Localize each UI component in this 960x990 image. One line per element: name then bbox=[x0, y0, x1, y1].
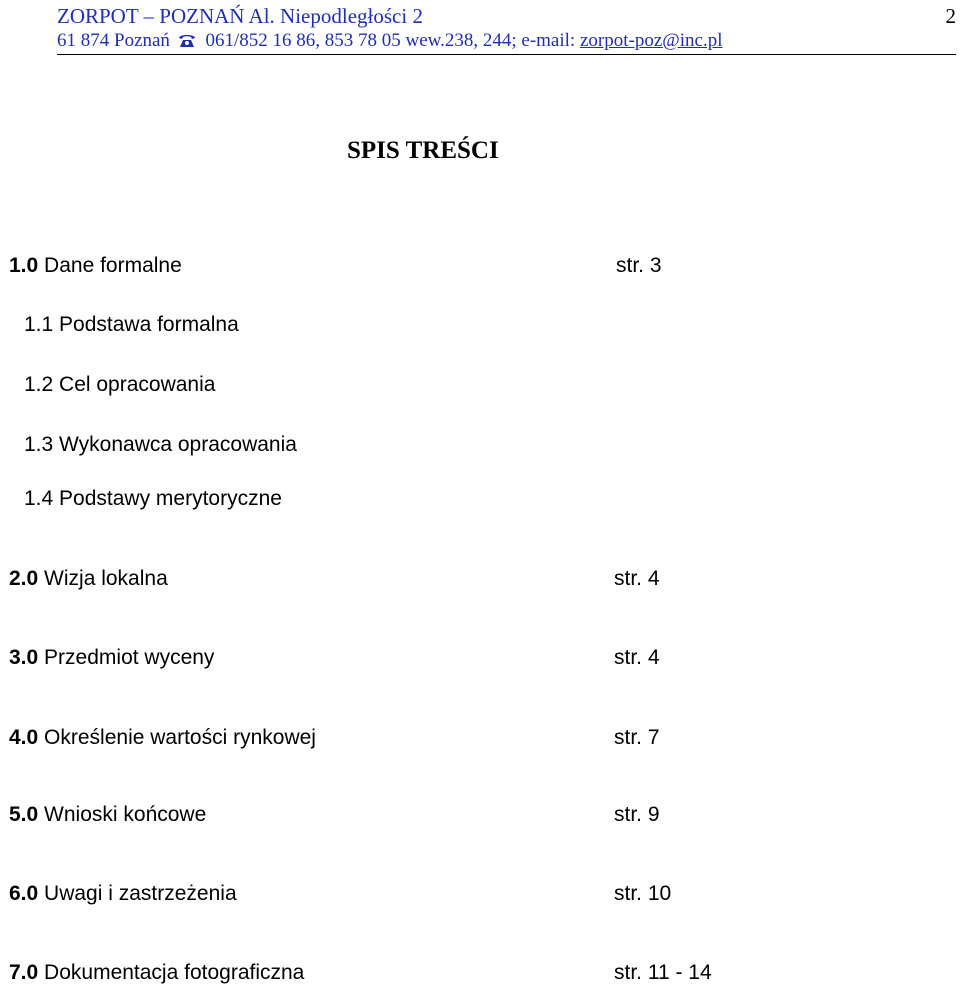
toc-subentry-label: 1.4 Podstawy merytoryczne bbox=[24, 487, 282, 510]
toc-title: SPIS TREŚCI bbox=[347, 137, 499, 164]
toc-entry-page: str. 10 bbox=[614, 882, 672, 905]
toc-entry-1-3[interactable] bbox=[0, 432, 960, 458]
postal-address: 61 874 Poznań bbox=[57, 30, 170, 51]
email-link[interactable]: zorpot-poz@inc.pl bbox=[579, 30, 723, 51]
toc-entry-label: 7.0 Dokumentacja fotograficzna bbox=[9, 961, 305, 984]
toc-entry-label: 2.0 Wizja lokalna bbox=[9, 567, 168, 590]
toc-subentry-label: 1.1 Podstawa formalna bbox=[24, 313, 239, 336]
toc-entry-3-0[interactable] bbox=[0, 645, 960, 671]
toc-entry-label: 4.0 Określenie wartości rynkowej bbox=[9, 726, 316, 749]
toc-entry-page: str. 3 bbox=[616, 254, 662, 277]
toc-entry-7-0[interactable] bbox=[0, 960, 960, 986]
toc-entry-label: 6.0 Uwagi i zastrzeżenia bbox=[9, 882, 237, 905]
toc-entry-page: str. 9 bbox=[614, 803, 660, 826]
toc-subentry-label: 1.3 Wykonawca opracowania bbox=[24, 433, 297, 456]
contact-line bbox=[57, 29, 723, 53]
toc-entry-page: str. 4 bbox=[614, 646, 660, 669]
toc-entry-1-0[interactable] bbox=[0, 253, 960, 279]
page-number: 2 bbox=[945, 4, 956, 28]
toc-entry-1-4[interactable] bbox=[0, 486, 960, 512]
toc-entry-label: 3.0 Przedmiot wyceny bbox=[9, 646, 215, 669]
toc-entry-1-2[interactable] bbox=[0, 372, 960, 398]
toc-entry-label: 1.0 Dane formalne bbox=[9, 254, 182, 277]
toc-subentry-label: 1.2 Cel opracowania bbox=[24, 373, 216, 396]
toc-entry-6-0[interactable] bbox=[0, 881, 960, 907]
toc-entry-page: str. 11 - 14 bbox=[614, 961, 712, 984]
telephone-icon bbox=[177, 32, 197, 48]
toc-entry-2-0[interactable] bbox=[0, 566, 960, 592]
toc-entry-label: 5.0 Wnioski końcowe bbox=[9, 803, 207, 826]
company-name-address: ZORPOT – POZNAŃ Al. Niepodległości 2 bbox=[57, 4, 423, 28]
toc-entry-1-1[interactable] bbox=[0, 312, 960, 338]
toc-entry-page: str. 4 bbox=[614, 567, 660, 590]
toc-entry-page: str. 7 bbox=[614, 726, 660, 749]
toc-entry-5-0[interactable] bbox=[0, 802, 960, 828]
header-divider bbox=[57, 54, 956, 55]
phone-numbers: 061/852 16 86, 853 78 05 wew.238, 244; e-mail: bbox=[205, 30, 576, 51]
toc-entry-4-0[interactable] bbox=[0, 725, 960, 751]
